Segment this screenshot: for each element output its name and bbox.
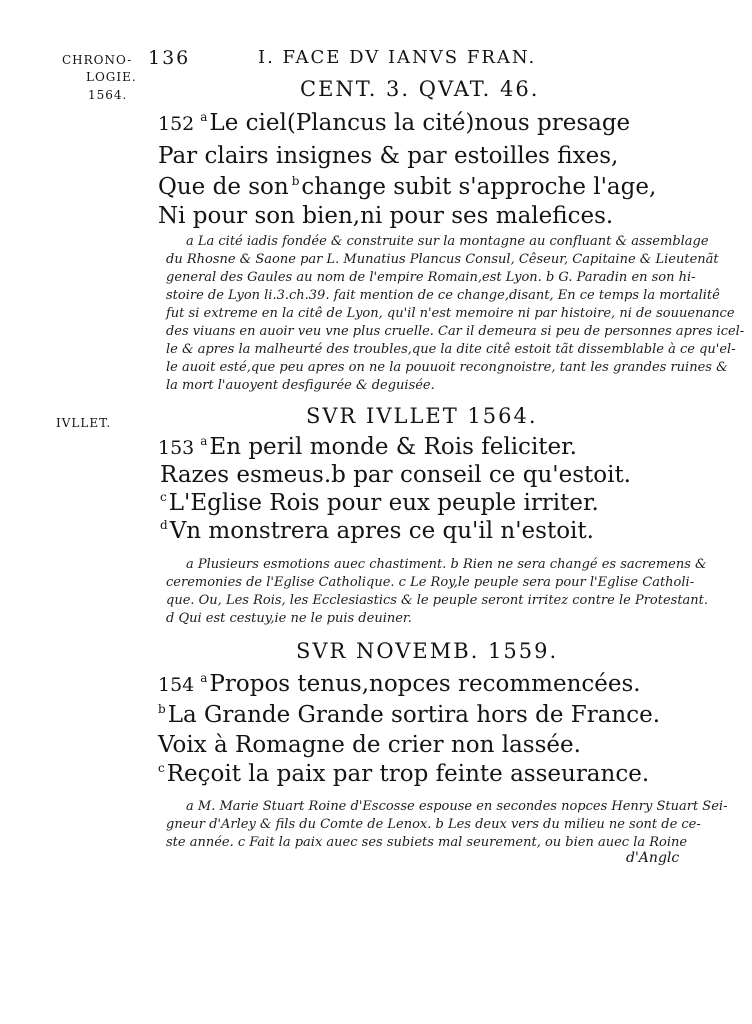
note-mark: c	[158, 761, 165, 775]
verse-line	[158, 174, 656, 200]
page-number: 136	[148, 47, 191, 69]
margin-chronologie-year: 1564.	[88, 88, 128, 102]
verse-text: En peril monde & Rois feliciter.	[209, 434, 577, 460]
footnote-line: a La cité iadis fondée & construite sur la montagne au confluant & assemblage	[186, 234, 709, 249]
margin-chronologie-2: LOGIE.	[86, 70, 137, 84]
verse-text: Ni pour son bien,ni pour ses malefices.	[158, 203, 614, 229]
verse-line	[158, 761, 649, 787]
footnote-line: ste année. c Fait la paix auec ses subiets mal seurement, ou bien auec la Roine	[166, 835, 688, 850]
note-mark: c	[160, 490, 167, 504]
verse-line	[158, 434, 577, 460]
verse-line	[158, 702, 660, 728]
footnote-line: a Plusieurs esmotions auec chastiment. b Rien ne sera changé es sacremens &	[186, 557, 707, 572]
footnote-line: general des Gaules au nom de l'empire Romain,est Lyon. b G. Paradin en son hi-	[166, 270, 696, 285]
verse-line	[158, 203, 613, 229]
verse-line	[160, 518, 594, 544]
verse-line	[158, 671, 641, 697]
verse-text: Que de son	[158, 174, 289, 200]
verse-text: Le ciel(Plancus la cité)nous presage	[209, 110, 631, 136]
verse-text: Vn monstrera apres ce qu'il n'estoit.	[169, 518, 594, 544]
note-mark: a	[200, 434, 208, 448]
footnote-line: d Qui est cestuy,ie ne le puis deuiner.	[166, 611, 412, 626]
verse-text: change subit s'approche l'age,	[301, 174, 657, 200]
note-mark: a	[200, 671, 208, 685]
footnote-line: des viuans en auoir veu vne plus cruelle. Car il demeura si peu de personnes apres icel-	[166, 324, 745, 339]
running-title: I. FACE DV IANVS FRAN.	[258, 47, 537, 68]
note-mark: d	[160, 518, 168, 532]
verse-text: L'Eglise Rois pour eux peuple irriter.	[168, 490, 599, 516]
note-mark: a	[200, 110, 208, 124]
footnote-line: gneur d'Arley & fils du Comte de Lenox. b Les deux vers du milieu ne sont de ce-	[166, 817, 701, 832]
verse-text: Reçoit la paix par trop feinte asseurance.	[166, 761, 650, 787]
footnote-line: fut si extreme en la citê de Lyon, qu'il n'est memoire ni par histoire, ni de souuenance	[166, 306, 735, 321]
footnote-line: la mort l'auoyent desfigurée & deguisée.	[166, 378, 435, 393]
verse-text: Razes esmeus.b par conseil ce qu'estoit.	[160, 462, 631, 488]
century-heading: CENT. 3. QVAT. 46.	[300, 77, 540, 101]
quatrain-number: 153	[158, 437, 195, 459]
catchword: d'Anglc	[626, 850, 680, 866]
footnote-line: du Rhosne & Saone par L. Munatius Plancus Consul, Cêseur, Capitaine & Lieutenãt	[166, 252, 719, 267]
footnote-line: a M. Marie Stuart Roine d'Escosse espouse en secondes nopces Henry Stuart Sei-	[186, 799, 728, 814]
verse-line	[160, 462, 631, 488]
verse-line	[158, 143, 618, 169]
footnote-line: le auoit esté,que peu apres on ne la pouuoit recongnoistre, tant les grandes ruines &	[166, 360, 728, 375]
footnote-line: que. Ou, Les Rois, les Ecclesiastics & le peuple seront irritez contre le Protestant.	[166, 593, 709, 608]
note-mark: b	[291, 174, 300, 188]
section-heading-novemb: SVR NOVEMB. 1559.	[296, 639, 559, 663]
verse-text: La Grande Grande sortira hors de France.	[167, 702, 661, 728]
margin-month-juillet: IVLLET.	[56, 416, 112, 430]
footnote-line: le & apres la malheurté des troubles,que la dite citê estoit tãt dissemblable à ce qu'el-	[166, 342, 736, 357]
margin-chronologie-1: CHRONO-	[62, 53, 133, 67]
verse-line	[158, 110, 630, 136]
verse-text: Propos tenus,nopces recommencées.	[209, 671, 641, 697]
verse-text: Voix à Romagne de crier non lassée.	[158, 732, 581, 758]
note-mark: b	[158, 702, 166, 716]
verse-line	[160, 490, 599, 516]
quatrain-number: 154	[158, 674, 195, 696]
footnote-line: ceremonies de l'Eglise Catholique. c Le Roy,le peuple sera pour l'Eglise Catholi-	[166, 575, 695, 590]
quatrain-number: 152	[158, 113, 195, 135]
verse-text: Par clairs insignes & par estoilles fixes,	[158, 143, 619, 169]
footnote-line: stoire de Lyon li.3.ch.39. fait mention de ce change,disant, En ce temps la mortalitê	[166, 288, 720, 303]
verse-line	[158, 732, 581, 758]
section-heading-juillet: SVR IVLLET 1564.	[306, 404, 538, 428]
